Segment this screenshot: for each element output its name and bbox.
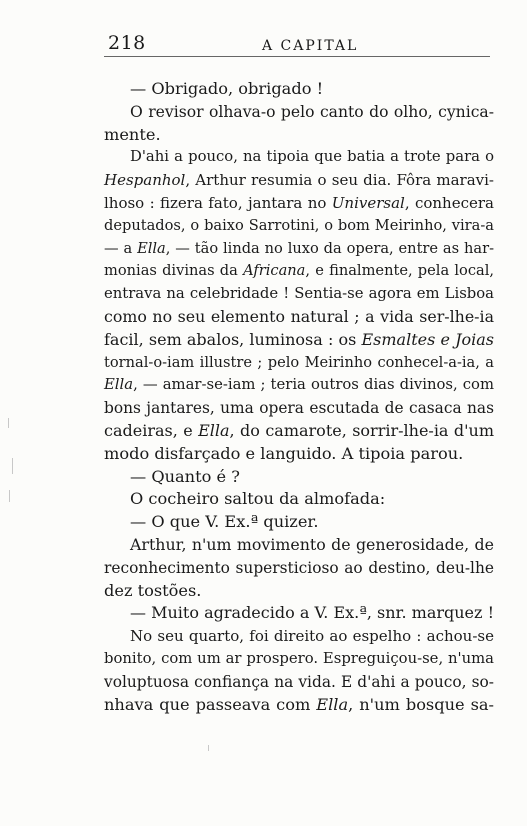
text-line: — a Ella, — tão linda no luxo da opera, entre as har- <box>104 239 494 257</box>
page-number: 218 <box>108 32 146 54</box>
text-line: voluptuosa confiança na vida. E d'ahi a pouco, so- <box>104 672 494 691</box>
page-header <box>104 30 494 56</box>
running-title: A CAPITAL <box>262 38 359 54</box>
text-line: — O que V. Ex.ª quizer. <box>130 512 319 532</box>
text-line: — Muito agradecido a V. Ex.ª, snr. marquez ! <box>130 603 494 623</box>
text-line: No seu quarto, foi direito ao espelho : achou-se <box>130 627 494 646</box>
gutter-mark <box>12 458 13 474</box>
text-line: — Quanto é ? <box>130 466 240 486</box>
text-line: — Obrigado, obrigado ! <box>130 79 324 98</box>
text-line: modo disfarçado e languido. A tipoia parou. <box>104 443 464 463</box>
text-line: cadeiras, e Ella, do camarote, sorrir-lhe-ia d'um <box>104 420 494 440</box>
text-line: deputados, o baixo Sarrotini, o bom Meirinho, vira-a <box>104 216 494 234</box>
text-line: D'ahi a pouco, na tipoia que batia a trote para o <box>130 148 494 166</box>
text-line: Arthur, n'um movimento de generosidade, de <box>130 534 494 554</box>
header-rule <box>104 56 490 57</box>
text-line: Ella, — amar-se-iam ; teria outros dias divinos, com <box>104 376 494 394</box>
text-line: mente. <box>104 124 161 144</box>
text-line: monias divinas da Africana, e finalmente, pela local, <box>104 262 495 280</box>
text-line: lhoso : fizera fato, jantara no Universal, conhecera <box>104 193 494 212</box>
text-line: nhava que passeava com Ella, n'um bosque sa- <box>104 694 494 714</box>
gutter-mark <box>9 490 10 502</box>
gutter-mark <box>208 745 209 751</box>
text-line: O revisor olhava-o pelo canto do olho, cynica- <box>130 102 494 121</box>
text-line: tornal-o-iam illustre ; pelo Meirinho conhecel-a-ia, a <box>104 353 494 371</box>
body-text <box>104 78 494 716</box>
text-line: bons jantares, uma opera escutada de casaca nas <box>104 399 494 418</box>
text-line: bonito, com um ar prospero. Espreguiçou-se, n'uma <box>104 649 494 667</box>
text-line: como no seu elemento natural ; a vida ser-lhe-ia <box>104 306 494 326</box>
text-line: facil, sem abalos, luminosa : os Esmaltes e Joias <box>104 329 494 349</box>
text-line: Hespanhol, Arthur resumia o seu dia. Fôra maravi- <box>104 171 494 190</box>
gutter-mark <box>8 418 9 428</box>
text-line: reconhecimento supersticioso ao destino, deu-lhe <box>104 558 494 577</box>
text-line: entrava na celebridade ! Sentia-se agora em Lisboa <box>104 285 494 303</box>
text-line: dez tostões. <box>104 580 202 600</box>
text-line: O cocheiro saltou da almofada: <box>130 489 386 509</box>
